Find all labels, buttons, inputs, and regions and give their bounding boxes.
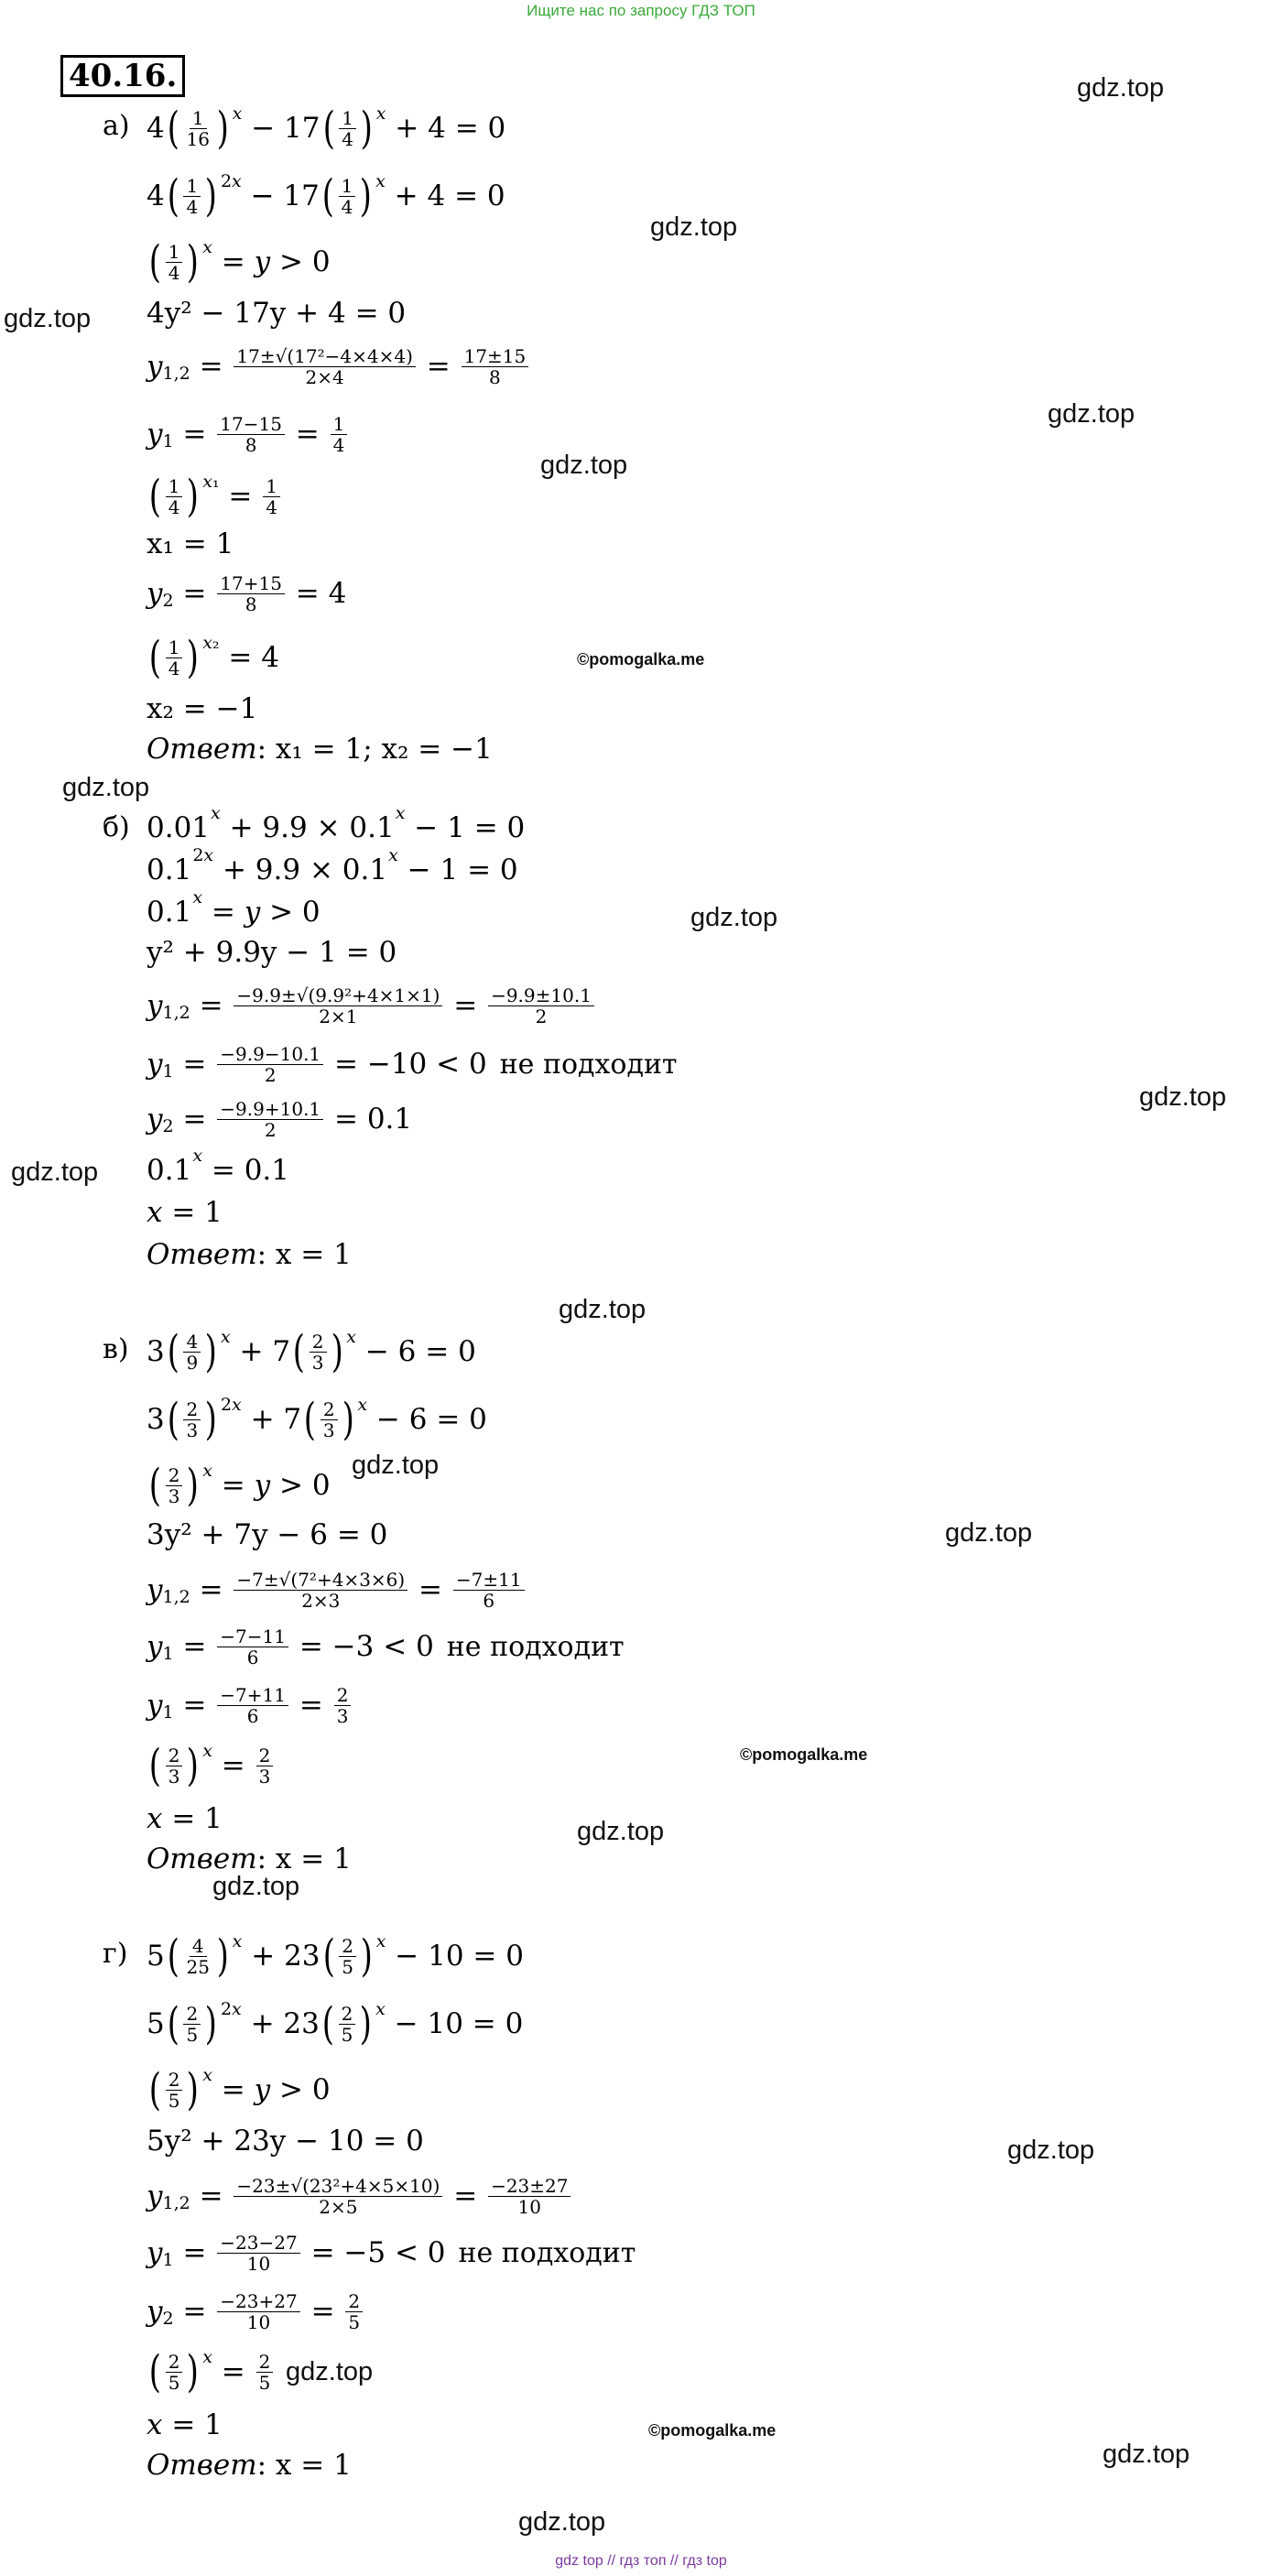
answer-a: Ответ : x₁ = 1; x₂ = −1	[147, 733, 493, 766]
watermark: gdz.top	[559, 1295, 646, 1324]
watermark: gdz.top	[1007, 2136, 1095, 2165]
eq-v-8: ( $\frac{2}{3}$ ) x = $\frac{2}{3}$	[147, 1740, 275, 1791]
watermark: gdz.top	[62, 773, 150, 802]
watermark: gdz.top	[518, 2507, 606, 2537]
eq-g-7: y 2 = $\frac{-23+27}{10}$ = $\frac{2}{5}$	[147, 2286, 364, 2337]
watermark: gdz.top	[1139, 1082, 1227, 1112]
eq-a-7: ( $\frac{1}{4}$ ) x₁ = $\frac{1}{4}$	[147, 471, 282, 522]
eq-a-3: ( $\frac{1}{4}$ ) x = y > 0	[148, 236, 331, 288]
eq-g-4: 5y² + 23y − 10 = 0	[147, 2125, 424, 2158]
eq-a-10: ( $\frac{1}{4}$ ) x₂ = 4	[148, 632, 279, 683]
eq-a-11: x₂ = −1	[147, 692, 258, 725]
eq-a-5: y 1,2 = $\frac{\text{17±√(17²−4×4×4)}}{2\times 4}$ = $\frac{17\pm 15}{8}$	[147, 341, 530, 392]
eq-a-2: 4 ( $\frac{1}{4}$ ) 2x − 17 ( $\frac{1}{4}$ ) x + 4 = 0	[147, 170, 505, 222]
watermark: gdz.top	[352, 1451, 440, 1480]
footer-links: gdz top // гдз топ // гдз top	[555, 2553, 727, 2569]
eq-v-4: 3y² + 7y − 6 = 0	[147, 1518, 388, 1551]
eq-a-1: 4 ( $\frac{1}{16}$ ) x − 17 ( $\frac{1}{4}$ ) x + 4 = 0	[147, 103, 506, 154]
eq-v-5: y 1,2 = $\frac{\text{−7±√(7²+4×3×6)}}{2\times 3}$ = $\frac{-7\pm 11}{6}$	[147, 1564, 527, 1615]
answer-v: Ответ : x = 1	[147, 1842, 352, 1875]
watermark: gdz.top	[4, 304, 92, 333]
watermark: gdz.top	[11, 1158, 99, 1187]
eq-v-2: 3 ( $\frac{2}{3}$ ) 2x + 7 ( $\frac{2}{3}$ ) x − 6 = 0	[147, 1394, 487, 1445]
copyright-mark: ©pomogalka.me	[740, 1745, 868, 1764]
watermark: gdz.top	[945, 1518, 1033, 1548]
eq-v-1: 3 ( $\frac{4}{9}$ ) x + 7 ( $\frac{2}{3}$ ) x − 6 = 0	[147, 1326, 476, 1377]
part-label-b: б)	[103, 811, 130, 843]
eq-g-8: ( $\frac{2}{5}$ ) x = $\frac{2}{5}$	[147, 2346, 275, 2397]
eq-b-6: y 1 = $\frac{-9.9-10.1}{2}$ = −10 < 0 не подходит	[147, 1042, 678, 1086]
eq-g-2: 5 ( $\frac{2}{5}$ ) 2x + 23 ( $\frac{2}{5}$ ) x − 10 = 0	[147, 1998, 524, 2049]
answer-g: Ответ : x = 1	[147, 2449, 352, 2482]
eq-g-1: 5 ( $\frac{4}{25}$ ) x + 23 ( $\frac{2}{5}$ ) x − 10 = 0	[147, 1930, 524, 1982]
eq-b-7: y 2 = $\frac{-9.9+10.1}{2}$ = 0.1	[147, 1097, 413, 1141]
part-label-v: в)	[103, 1333, 129, 1365]
eq-g-5: y 1,2 = $\frac{\text{−23±√(23²+4×5×10)}}{2\times 5}$ = $\frac{-23\pm 27}{10}$	[147, 2170, 572, 2222]
watermark: gdz.top	[690, 903, 778, 932]
eq-a-4: 4y² − 17y + 4 = 0	[147, 297, 407, 330]
part-label-g: г)	[103, 1938, 128, 1970]
eq-g-3: ( $\frac{2}{5}$ ) x = y > 0	[148, 2064, 331, 2115]
answer-b: Ответ : x = 1	[147, 1238, 352, 1271]
copyright-mark: ©pomogalka.me	[648, 2421, 777, 2440]
eq-b-5: y 1,2 = $\frac{\text{−9.9±√(9.9²+4×1×1)}}{2\times 1}$ = $\frac{-9.9\pm 10.1}{2}$	[147, 980, 596, 1031]
problem-number: 40.16.	[60, 55, 185, 97]
header-banner: Ищите нас по запросу ГДЗ ТОП	[527, 2, 755, 19]
eq-b-1: 0.01 x + 9.9 × 0.1 x − 1 = 0	[147, 803, 526, 844]
eq-b-4: y² + 9.9y − 1 = 0	[147, 936, 397, 969]
part-label-a: а)	[103, 110, 130, 142]
copyright-mark: ©pomogalka.me	[577, 650, 705, 668]
eq-v-9: x = 1	[147, 1802, 223, 1835]
watermark: gdz.top	[286, 2357, 374, 2386]
eq-b-8: 0.1 x = 0.1	[147, 1146, 290, 1187]
eq-g-9: x = 1	[147, 2408, 223, 2441]
watermark: gdz.top	[540, 451, 628, 480]
eq-b-3: 0.1 x = y > 0	[147, 887, 320, 929]
watermark: gdz.top	[1048, 399, 1135, 429]
eq-a-6: y 1 = $\frac{17-15}{8}$ = $\frac{1}{4}$	[147, 408, 349, 460]
eq-b-2: 0.1 2x + 9.9 × 0.1 x − 1 = 0	[147, 845, 518, 886]
watermark: gdz.top	[577, 1817, 665, 1846]
eq-v-7: y 1 = $\frac{-7+11}{6}$ = $\frac{2}{3}$	[147, 1679, 353, 1731]
eq-v-6: y 1 = $\frac{-7-11}{6}$ = −3 < 0 не подходит	[147, 1625, 625, 1668]
watermark: gdz.top	[1077, 73, 1165, 103]
eq-v-3: ( $\frac{2}{3}$ ) x = y > 0	[148, 1460, 331, 1511]
watermark: gdz.top	[1103, 2440, 1190, 2469]
watermark: gdz.top	[212, 1872, 300, 1901]
watermark: gdz.top	[650, 212, 738, 242]
eq-a-9: y 2 = $\frac{17+15}{8}$ = 4	[147, 571, 347, 615]
eq-g-6: y 1 = $\frac{-23-27}{10}$ = −5 < 0 не подходит	[147, 2231, 636, 2275]
eq-b-9: x = 1	[147, 1196, 223, 1229]
eq-a-8: x₁ = 1	[147, 527, 234, 560]
